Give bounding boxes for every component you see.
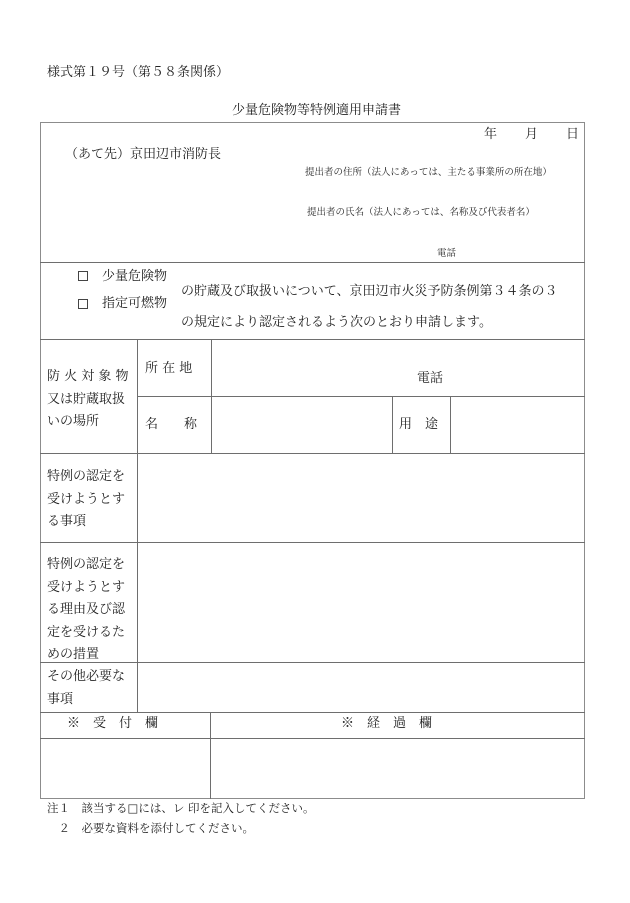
divider [40, 262, 585, 263]
column-divider [210, 712, 211, 799]
applicant-name-input[interactable] [305, 222, 575, 240]
month-label: 月 [525, 127, 539, 142]
applicant-phone-input[interactable] [460, 246, 575, 261]
reception-input[interactable] [44, 742, 206, 794]
column-divider [392, 396, 393, 453]
form-number: 様式第１９号（第５８条関係） [47, 65, 230, 80]
location-address-input[interactable] [216, 347, 581, 365]
column-divider [137, 339, 138, 712]
location-name-input[interactable] [216, 414, 388, 434]
divider [40, 339, 585, 340]
year-label: 年 [484, 127, 498, 142]
declaration-line-2: の規定により認定されるよう次のとおり申請します。 [181, 315, 492, 330]
year-input[interactable] [440, 127, 480, 142]
progress-label: ※ 経 過 欄 [341, 716, 433, 731]
option-designated-combustible-label: 指定可燃物 [102, 296, 168, 311]
location-use-input[interactable] [455, 414, 580, 434]
other-label: その他必要な 事項 [47, 669, 126, 707]
note-2: ２ 必要な資料を添付してください。 [47, 821, 254, 835]
option-small-hazardous-label: 少量危険物 [102, 269, 168, 284]
reasons-input[interactable] [142, 547, 580, 657]
matters-input[interactable] [142, 458, 580, 536]
applicant-name-label: 提出者の氏名（法人にあっては、名称及び代表者名） [307, 207, 535, 218]
divider [40, 453, 585, 454]
divider [40, 662, 585, 663]
checkbox-small-hazardous[interactable] [78, 271, 88, 281]
location-heading: 防 火 対 象 物 又は貯蔵取扱 いの場所 [47, 369, 129, 429]
day-input[interactable] [542, 127, 565, 142]
applicant-phone-label: 電話 [437, 248, 457, 259]
declaration-line-1: の貯蔵及び取扱いについて、京田辺市火災予防条例第３４条の３ [181, 284, 558, 299]
applicant-address-label: 提出者の住所（法人にあっては、主たる事業所の所在地） [305, 167, 552, 178]
location-use-label: 用 途 [399, 417, 439, 432]
location-phone-label: 電話 [417, 371, 444, 386]
month-input[interactable] [500, 127, 524, 142]
reasons-label: 特例の認定を 受けようとす る理由及び認 定を受けるた めの措置 [47, 557, 126, 662]
progress-input[interactable] [215, 742, 580, 794]
location-phone-input[interactable] [450, 370, 580, 388]
addressee: （あて先）京田辺市消防長 [65, 147, 222, 162]
location-address-label: 所 在 地 [145, 361, 193, 376]
divider [137, 396, 585, 397]
day-label: 日 [566, 127, 580, 142]
location-name-label: 名 称 [145, 417, 198, 432]
divider [40, 542, 585, 543]
checkbox-designated-combustible[interactable] [78, 299, 88, 309]
divider [40, 712, 585, 713]
applicant-address-input[interactable] [305, 182, 575, 200]
column-divider [450, 396, 451, 453]
reception-label: ※ 受 付 欄 [67, 716, 159, 731]
divider [40, 738, 585, 739]
matters-label: 特例の認定を 受けようとす る事項 [47, 469, 126, 529]
form-title: 少量危険物等特例適用申請書 [232, 103, 402, 118]
other-input[interactable] [142, 666, 580, 708]
note-1: 注１ 該当する□には、レ 印を記入してください。 [47, 801, 315, 815]
